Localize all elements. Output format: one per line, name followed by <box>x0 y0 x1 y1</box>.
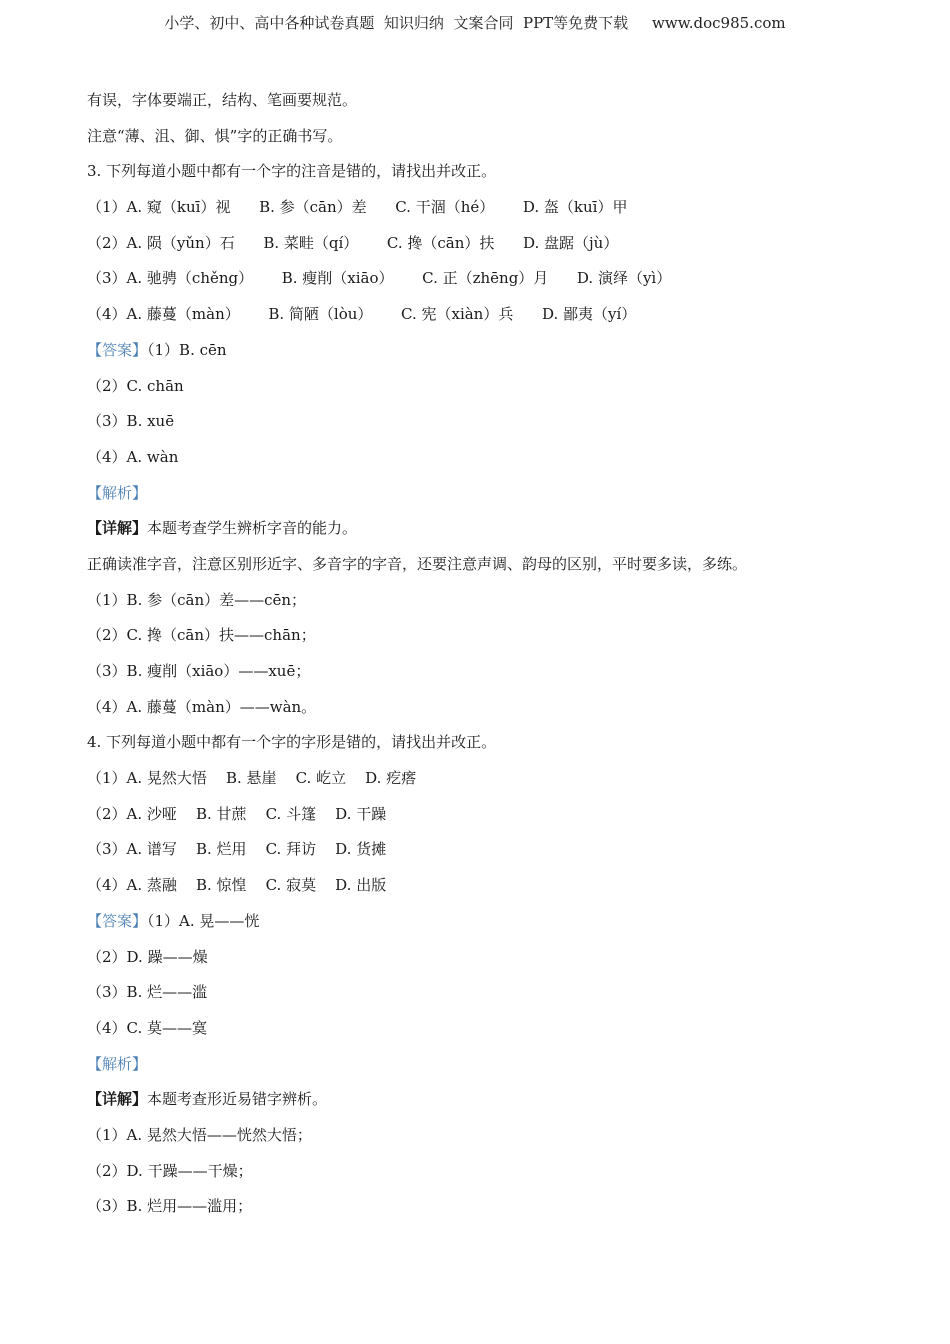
text-line: （3）B. xuē <box>87 412 175 431</box>
line-text: （1）A. 晃——恍 <box>147 911 260 930</box>
answer-line <box>87 338 867 374</box>
detail-tag: 【详解】 <box>87 519 148 538</box>
detail-line <box>87 1087 867 1123</box>
answer-tag: 【答案】 <box>87 911 148 930</box>
answer-tag: 【答案】 <box>87 340 148 359</box>
text-line: （2）D. 干躁——干燥； <box>87 1161 253 1180</box>
line-text: （1）B. cēn <box>147 340 227 359</box>
question-options: （3）A. 谱写 B. 烂用 C. 拜访 D. 货摊 <box>87 840 387 859</box>
text-line: （3）B. 瘦削（xiāo）——xuē； <box>87 662 311 680</box>
analysis-heading <box>87 1052 867 1088</box>
text-line: （2）C. chān <box>87 376 184 395</box>
text-line: （4）C. 莫——寞 <box>87 1018 208 1037</box>
answer-line <box>87 909 867 945</box>
question-options: （2）A. 陨（yǔn）石 B. 菜畦（qí） C. 搀（cān）扶 D. 盘踞（jù） <box>87 233 619 252</box>
line-text: 本题考查形近易错字辨析。 <box>147 1090 328 1109</box>
text-line: （2）D. 躁——燥 <box>87 947 208 966</box>
analysis-heading <box>87 481 867 517</box>
document-body <box>87 88 867 1230</box>
question-options: （4）A. 蒸融 B. 惊惶 C. 寂莫 D. 出版 <box>87 876 387 895</box>
line-text: 本题考查学生辨析字音的能力。 <box>147 519 358 538</box>
text-line: （3）B. 烂——滥 <box>87 983 208 1002</box>
question-options: （3）A. 驰骋（chěng） B. 瘦削（xiāo） C. 正（zhēng）月 D. 演绎（yì） <box>87 269 672 288</box>
analysis-tag: 【解析】 <box>87 1054 148 1073</box>
text-line: 正确读准字音，注意区别形近字、多音字的字音，还要注意声调、韵母的区别，平时要多读，多练。 <box>87 554 748 573</box>
text-line: 3. 下列每道小题中都有一个字的注音是错的，请找出并改正。 <box>87 162 497 181</box>
detail-line <box>87 516 867 552</box>
text-line: （3）B. 烂用——滥用； <box>87 1197 253 1216</box>
analysis-tag: 【解析】 <box>87 483 148 502</box>
text-line: （1）A. 晃然大悟——恍然大悟； <box>87 1125 312 1144</box>
text-line: 注意“薄、沮、御、惧”字的正确书写。 <box>87 126 343 145</box>
page-header: 小学、初中、高中各种试卷真题 知识归纳 文案合同 PPT等免费下载 www.doc985.com <box>164 14 786 32</box>
question-options: （2）A. 沙哑 B. 甘蔗 C. 斗篷 D. 干躁 <box>87 804 387 823</box>
detail-tag: 【详解】 <box>87 1090 148 1109</box>
text-line: （1）B. 参（cān）差——cēn； <box>87 590 307 609</box>
text-line: 有误，字体要端正，结构、笔画要规范。 <box>87 91 358 109</box>
text-line: 4. 下列每道小题中都有一个字的字形是错的，请找出并改正。 <box>87 733 497 752</box>
text-line: （4）A. 藤蔓（màn）——wàn。 <box>87 697 317 716</box>
text-line: （2）C. 搀（cān）扶——chān； <box>87 626 316 645</box>
question-options: （1）A. 晃然大悟 B. 悬崖 C. 屹立 D. 疙瘩 <box>87 769 417 788</box>
question-options: （1）A. 窥（kuī）视 B. 参（cān）差 C. 干涸（hé） D. 盔（kuī）甲 <box>87 198 628 217</box>
question-options: （4）A. 藤蔓（màn） B. 简陋（lòu） C. 宪（xiàn）兵 D. 鄙夷（yí） <box>87 305 637 324</box>
text-line: （4）A. wàn <box>87 447 179 466</box>
